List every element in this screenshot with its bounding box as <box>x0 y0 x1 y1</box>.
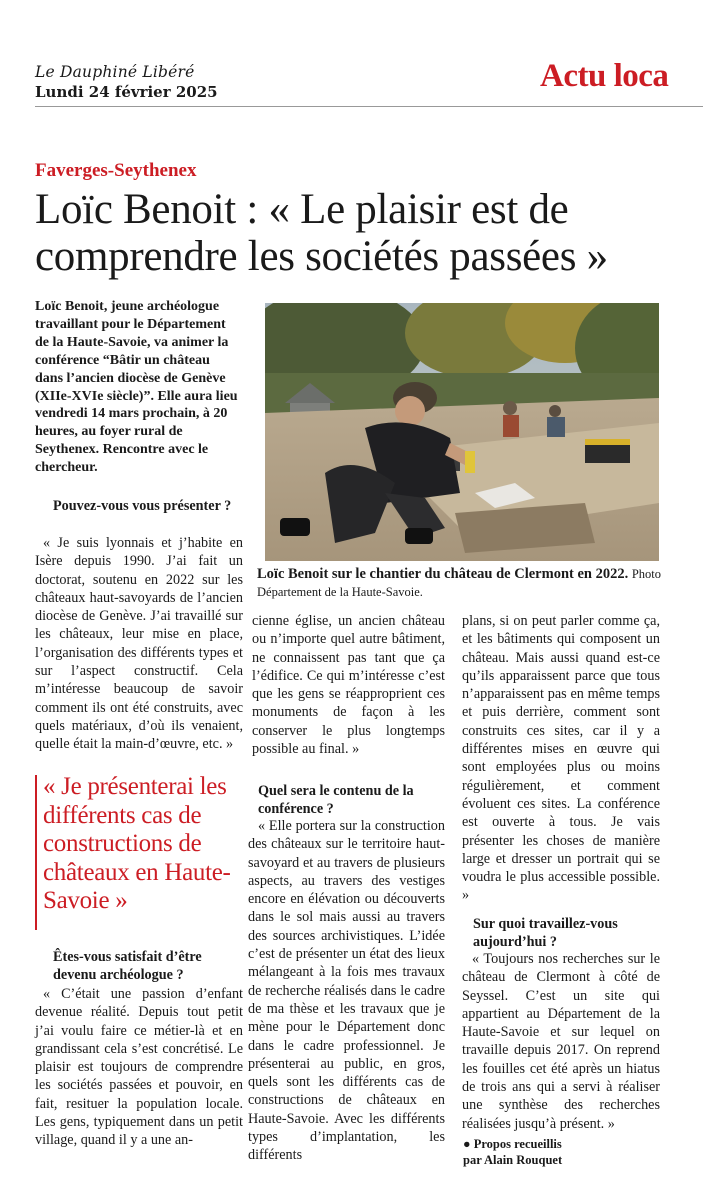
masthead-divider <box>35 106 703 107</box>
interview-answer-1: « Je suis lyonnais et j’habite en Isère depuis 1990. J’ai fait un doctorat, soutenu en 2022 sur les châteaux haut-savoyards de l’ancien diocèse de Genève. J’ai travaillé sur les châteaux, leur mise en place, l’organisation des différents types et sur l’aspect constructif. Cela m’intéresse beaucoup de savoir comment ils ont été construits, avec quels matériaux, d’où ils venaient, quelle était la main-d’œuvre, etc. » <box>35 535 243 753</box>
caption-text: Loïc Benoit sur le chantier du château de Clermont en 2022. <box>257 566 629 582</box>
article-kicker: Faverges-Seythenex <box>35 160 197 181</box>
interview-answer-2-part1: « C’était une passion d’enfant devenue réalité. Depuis tout petit j’ai voulu faire ce métier-là et en grandissant cela s’est concrétisé. Le plaisir est toujours de comprendre les sociétés passées et pouvoir, en fait, resituer la population locale. Les gens, typiquement dans un petit village, quand il y a une an- <box>35 986 243 1149</box>
photo-caption <box>257 565 667 601</box>
article-photo <box>265 303 659 561</box>
interview-answer-3-part1: « Elle portera sur la construction des châteaux sur le territoire haut-savoyard et au travers de plusieurs aspects, au travers des vestiges encore en élévation ou découverts dans le sol mais aussi au travers des sources archivistiques. L’idée c’est de présenter un état des lieux mélangeant à la fois mes travaux de recherche réalisés dans le cadre de ma thèse et les travaux que je mène pour le Département donc dans le cadre professionnel. Je présenterai au public, en gros, quels sont les différents cas de constructions de châteaux en Haute-Savoie. Avec les différents types d’implantation, les différents <box>248 818 445 1164</box>
byline-line-1: Propos recueillis <box>473 1137 562 1151</box>
issue-date: Lundi 24 février 2025 <box>35 83 218 101</box>
bullet-icon: ● <box>463 1137 474 1151</box>
interview-answer-3-part2: plans, si on peut parler comme ça, et les bâtiments qui composent un château. Mais aussi quand est-ce qu’ils apparaissent parce que tous n’apparaissent pas en même temps et puis derrière, comment sont construits ces sites, car il y a différentes mises en œuvre qui sont employées plus ou moins régulièrement, et comment évoluent ces sites. La conférence est ouverte à tous. Je vais présenter les choses de manière large et dresser un portrait qui se voudra le plus accessible possible. » <box>462 613 660 904</box>
article-headline: Loïc Benoit : « Le plaisir est de comprendre les sociétés passées » <box>35 186 608 280</box>
photo-credit: Photo Département de la Haute-Savoie. <box>257 567 662 599</box>
byline <box>463 1136 673 1168</box>
article-lead: Loïc Benoit, jeune archéologue travaillant pour le Département de la Haute-Savoie, va animer la conférence “Bâtir un château dans l’ancien diocèse de Genève (XIIe-XVIe siècle)”. Elle aura lieu vendredi 14 mars prochain, à 20 heures, au foyer rural de Seythenex. Rencontre avec le chercheur. <box>35 299 238 476</box>
excavation-photo <box>265 303 659 561</box>
section-title: Actu loca <box>540 58 669 94</box>
interview-question: Êtes-vous satisfait d’être devenu archéologue ? <box>53 949 202 983</box>
interview-question: Quel sera le contenu de la conférence ? <box>258 783 414 817</box>
interview-answer-4: « Toujours nos recherches sur le château de Clermont à côté de Seyssel. C’est un site qui appartient au Département de la Haute-Savoie et sur lequel on travaille depuis 2017. On reprend les fouilles cet été après un hiatus de trois ans qui a servi à réaliser une synthèse des recherches réalisées jusqu’à présent. » <box>462 951 660 1132</box>
pull-quote: « Je présenterai les différents cas de constructions de châteaux en Haute-Savoie » <box>43 773 231 914</box>
interview-question: Pouvez-vous vous présenter ? <box>53 498 232 514</box>
interview-answer-2-part2: cienne église, un ancien château ou n’importe quel autre bâtiment, ne connaissent pas tant que ça l’édifice. Ce qui m’intéresse c’est que les gens se réapproprient ces monuments de façon à les conserver le plus longtemps possible au final. » <box>252 613 445 758</box>
byline-line-2: par Alain Rouquet <box>463 1153 563 1167</box>
publication-name: Le Dauphiné Libéré <box>35 63 195 81</box>
interview-question: Sur quoi travaillez-vous aujourd’hui ? <box>473 916 618 950</box>
interview-question-1-block <box>43 497 243 515</box>
pull-quote-bar <box>35 775 37 930</box>
